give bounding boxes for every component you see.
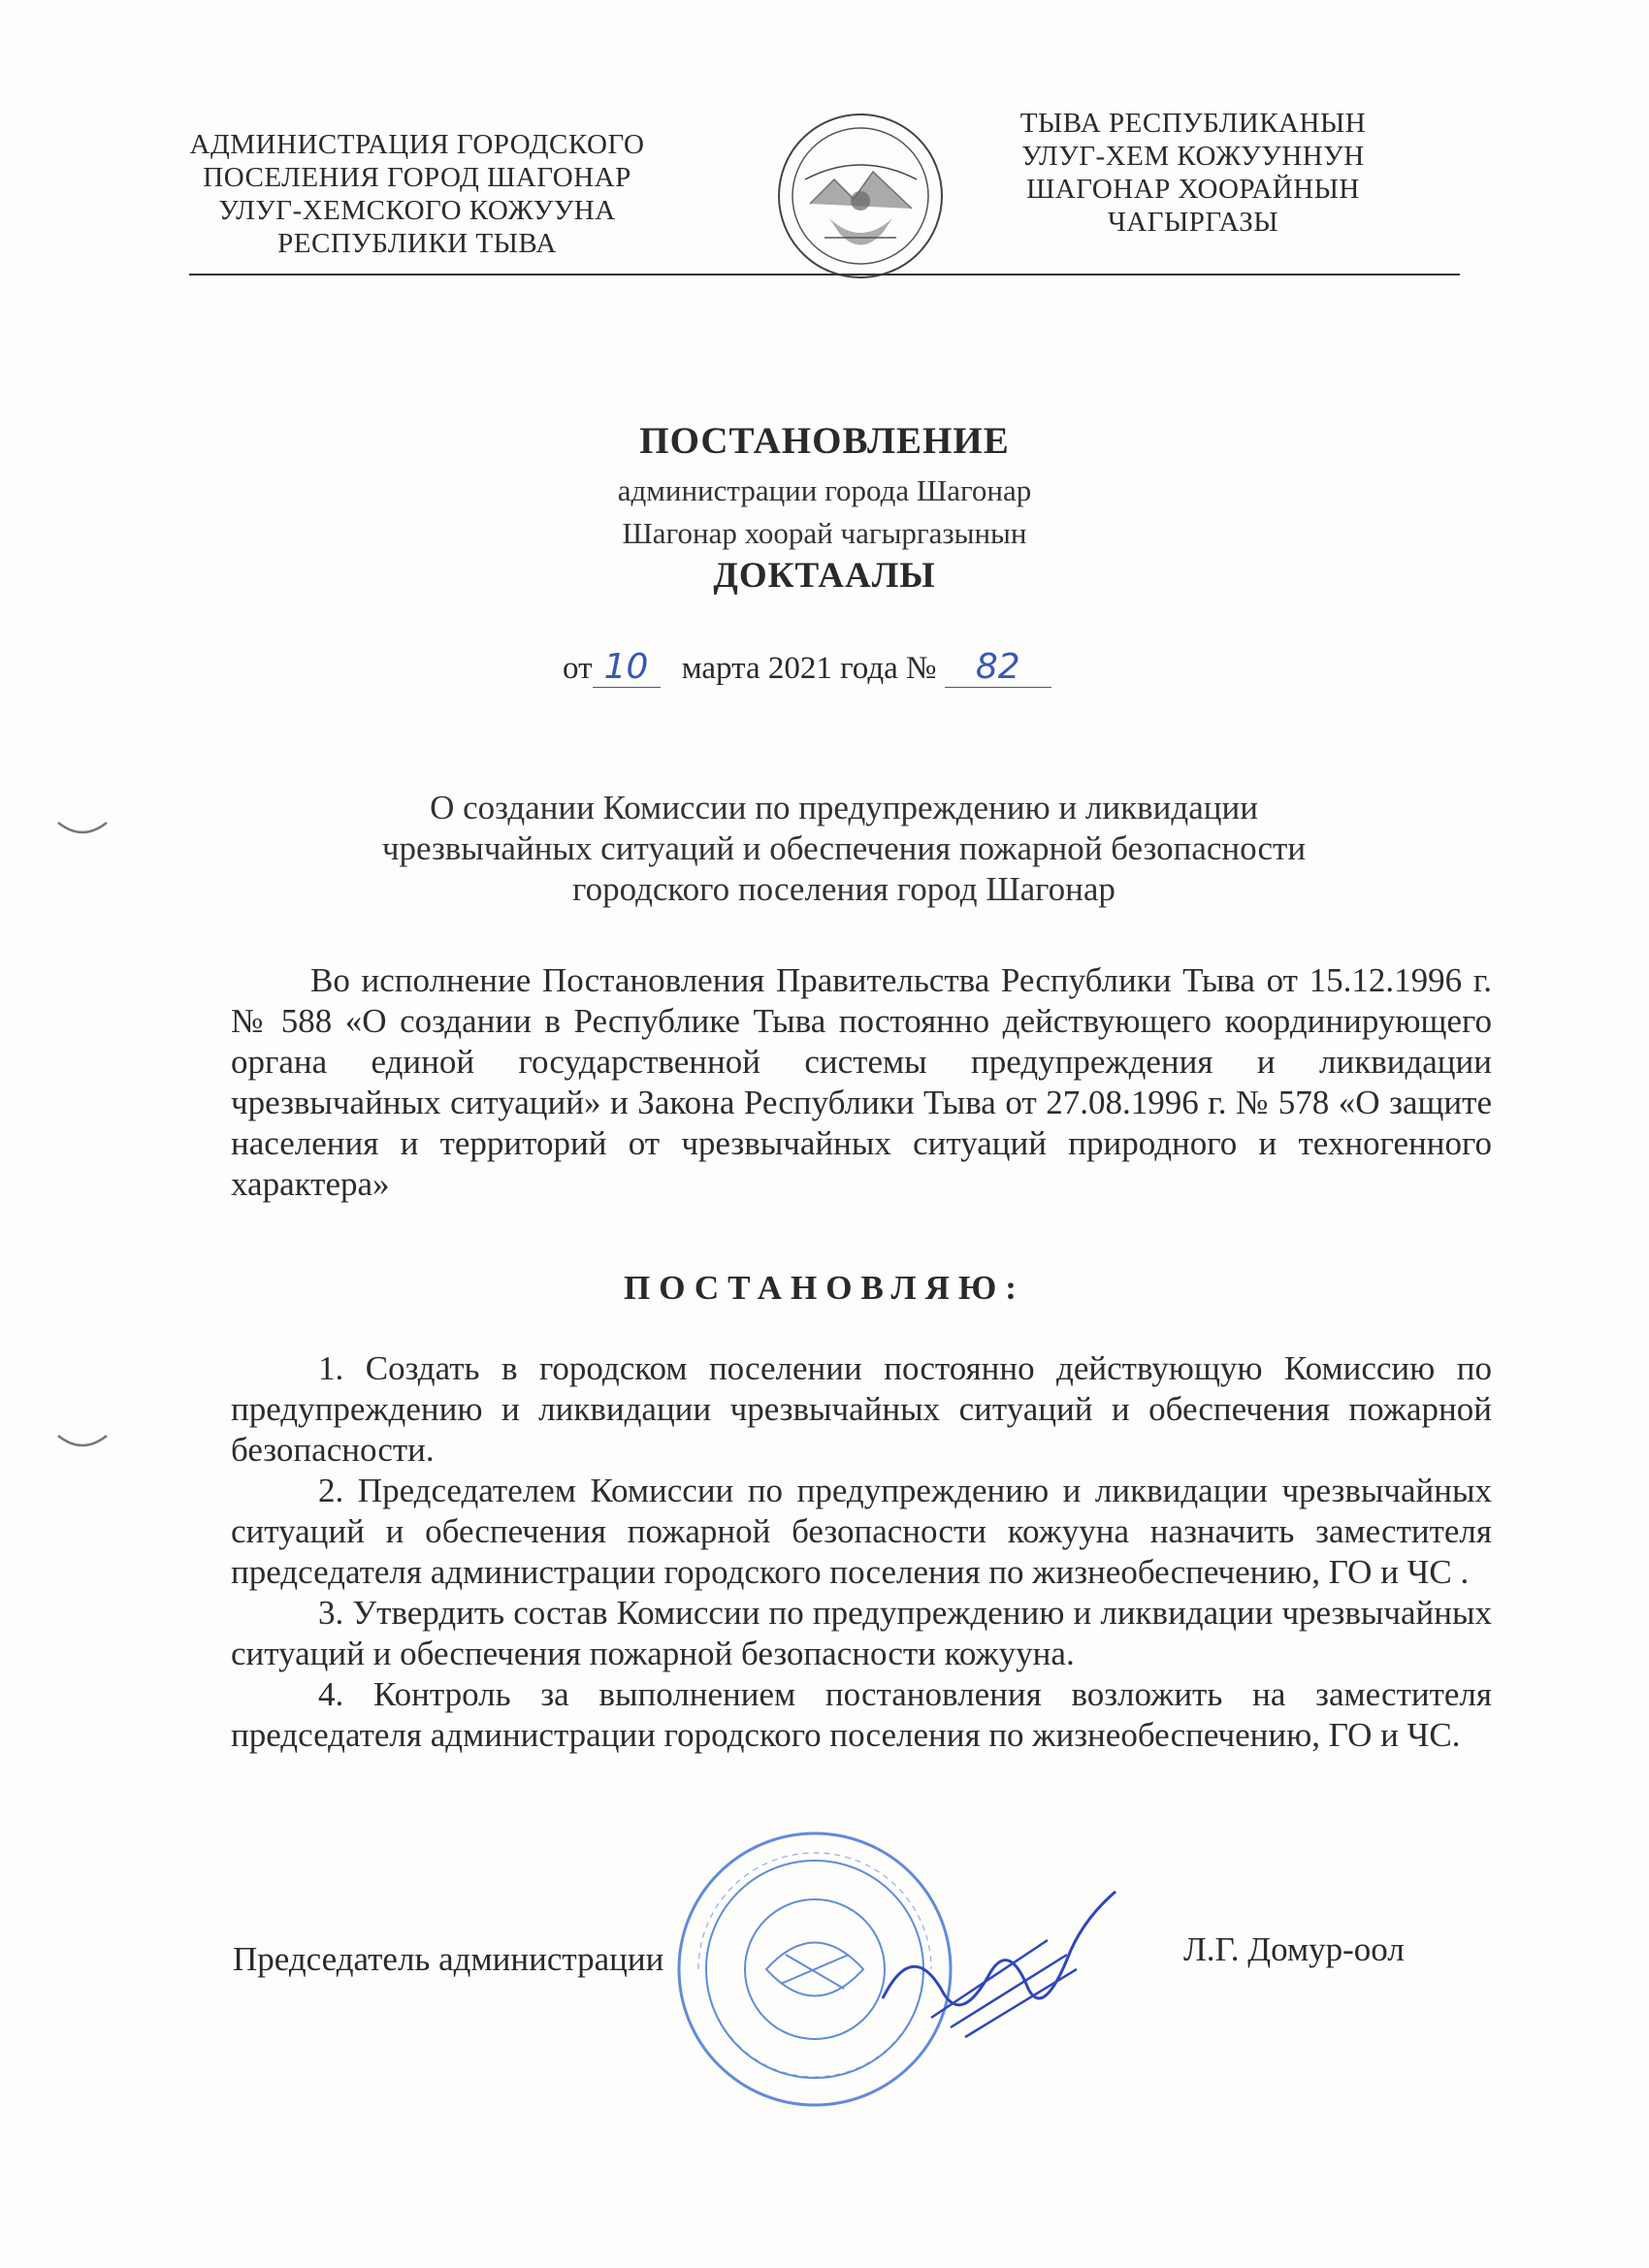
- decree-title: ПОСТАНОВЛЕНИЕ: [639, 420, 1010, 462]
- decree-items: [231, 1348, 1492, 1756]
- signatory-name: Л.Г. Домур-оол: [1183, 1930, 1405, 1968]
- decree-item: 4. Контроль за выполнением постановления возложить на заместителя председателя администрации городского поселения по жизнеобеспечению, ГО и ЧС.: [231, 1675, 1492, 1754]
- header-tuv-authority: [989, 107, 1397, 239]
- subject-line: чрезвычайных ситуаций и обеспечения пожарной безопасности: [381, 829, 1307, 867]
- header-ru-line: УЛУГ-ХЕМСКОГО КОЖУУНА: [218, 195, 616, 226]
- header-tuv-line: ШАГОНАР ХООРАЙНЫН: [1026, 174, 1360, 205]
- punch-hole-mark: [53, 1428, 112, 1457]
- header-ru-line: ПОСЕЛЕНИЯ ГОРОД ШАГОНАР: [203, 162, 631, 193]
- header-divider: [189, 274, 1460, 275]
- header-ru-authority: [146, 128, 689, 260]
- handwritten-signature-icon: [873, 1882, 1125, 2057]
- header-tuv-line: ЧАГЫРГАЗЫ: [1107, 207, 1279, 238]
- decree-subtitle-ru: администрации города Шагонар: [617, 473, 1032, 507]
- header-ru-line: АДМИНИСТРАЦИЯ ГОРОДСКОГО: [189, 129, 645, 160]
- decree-item: 3. Утвердить состав Комиссии по предупреждению и ликвидации чрезвычайных ситуаций и обеспечения пожарной безопасности кожууна.: [231, 1594, 1492, 1672]
- date-day-handwritten: 10: [603, 647, 649, 687]
- date-prefix: от: [563, 651, 593, 686]
- decree-title-tuvan: ДОКТААЛЫ: [713, 556, 936, 596]
- preamble-paragraph: Во исполнение Постановления Правительства Республики Тыва от 15.12.1996 г. № 588 «О создании в Республике Тыва постоянно действующего координирующего органа единой государственной системы предупреждения и ликвидации чрезвычайных ситуаций» и Закона Республики Тыва от 27.08.1996 г. № 578 «О защите населения и территорий от чрезвычайных ситуаций природного и техногенного характера»: [231, 961, 1492, 1203]
- decree-subject: [310, 788, 1377, 910]
- header-ru-line: РЕСПУБЛИКИ ТЫВА: [277, 228, 557, 259]
- decree-date-line: [563, 647, 1051, 688]
- date-month-year: марта 2021 года №: [681, 651, 937, 686]
- punch-hole-mark: [53, 815, 112, 844]
- resolve-heading: ПОСТАНОВЛЯЮ:: [624, 1269, 1025, 1307]
- header-tuv-line: ТЫВА РЕСПУБЛИКАНЫН: [1019, 108, 1367, 139]
- header-tuv-line: УЛУГ-ХЕМ КОЖУУННУН: [1021, 141, 1365, 172]
- subject-line: городского поселения город Шагонар: [572, 870, 1116, 908]
- subject-line: О создании Комиссии по предупреждению и ликвидации: [430, 789, 1258, 826]
- signatory-title: Председатель администрации: [233, 1940, 664, 1978]
- decree-number-handwritten: 82: [975, 647, 1020, 687]
- decree-subtitle-tuv: Шагонар хоорай чагыргазынын: [622, 516, 1027, 550]
- decree-item: 2. Председателем Комиссии по предупреждению и ликвидации чрезвычайных ситуаций и обеспечения пожарной безопасности кожууна назначить заместителя председателя администрации городского поселения по жизнеобеспечению, ГО и ЧС .: [231, 1472, 1492, 1591]
- decree-item: 1. Создать в городском поселении постоянно действующую Комиссию по предупреждению и ликвидации чрезвычайных ситуаций и обеспечения пожарной безопасности.: [231, 1349, 1492, 1469]
- city-coat-of-arms-icon: [776, 112, 946, 281]
